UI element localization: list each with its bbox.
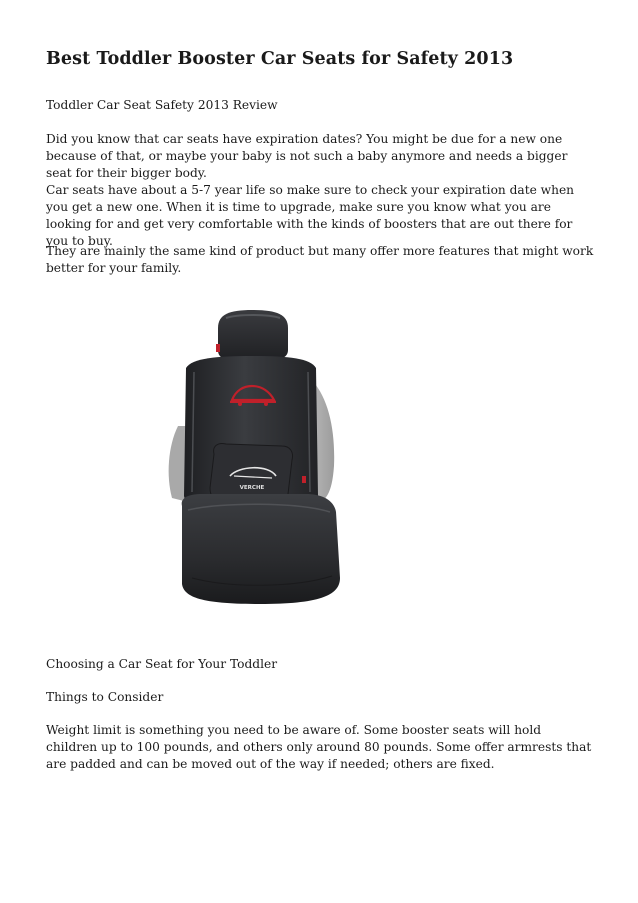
section-heading: Choosing a Car Seat for Your Toddler bbox=[46, 657, 278, 671]
paragraph-features: They are mainly the same kind of product but many offer more features that might work better for your family. bbox=[46, 244, 594, 275]
subsection-heading: Things to Consider bbox=[46, 690, 164, 704]
page-title: Best Toddler Booster Car Seats for Safety 2013 bbox=[46, 49, 514, 69]
paragraph-expiration: Did you know that car seats have expiration dates? You might be due for a new one because of that, or maybe your baby is not such a baby anymore and needs a bigger seat for their bigger body. bbox=[46, 132, 568, 180]
article-subtitle: Toddler Car Seat Safety 2013 Review bbox=[46, 98, 278, 112]
pillow-logo-text: VERCHE bbox=[239, 485, 265, 491]
paragraph-weight-limit: Weight limit is something you need to be aware of. Some booster seats will hold children up to 100 pounds, and others only around 80 pounds. Some offer armrests that are padded and can be moved out of the way if needed; others are fixed. bbox=[46, 723, 592, 771]
paragraph-life: Car seats have about a 5-7 year life so make sure to check your expiration date when you get a new one. When it is time to upgrade, make sure you know what you are looking for and get very comfortable with the kinds of boosters that are out there for you to buy. bbox=[46, 183, 575, 248]
car-seat-image bbox=[122, 306, 384, 608]
